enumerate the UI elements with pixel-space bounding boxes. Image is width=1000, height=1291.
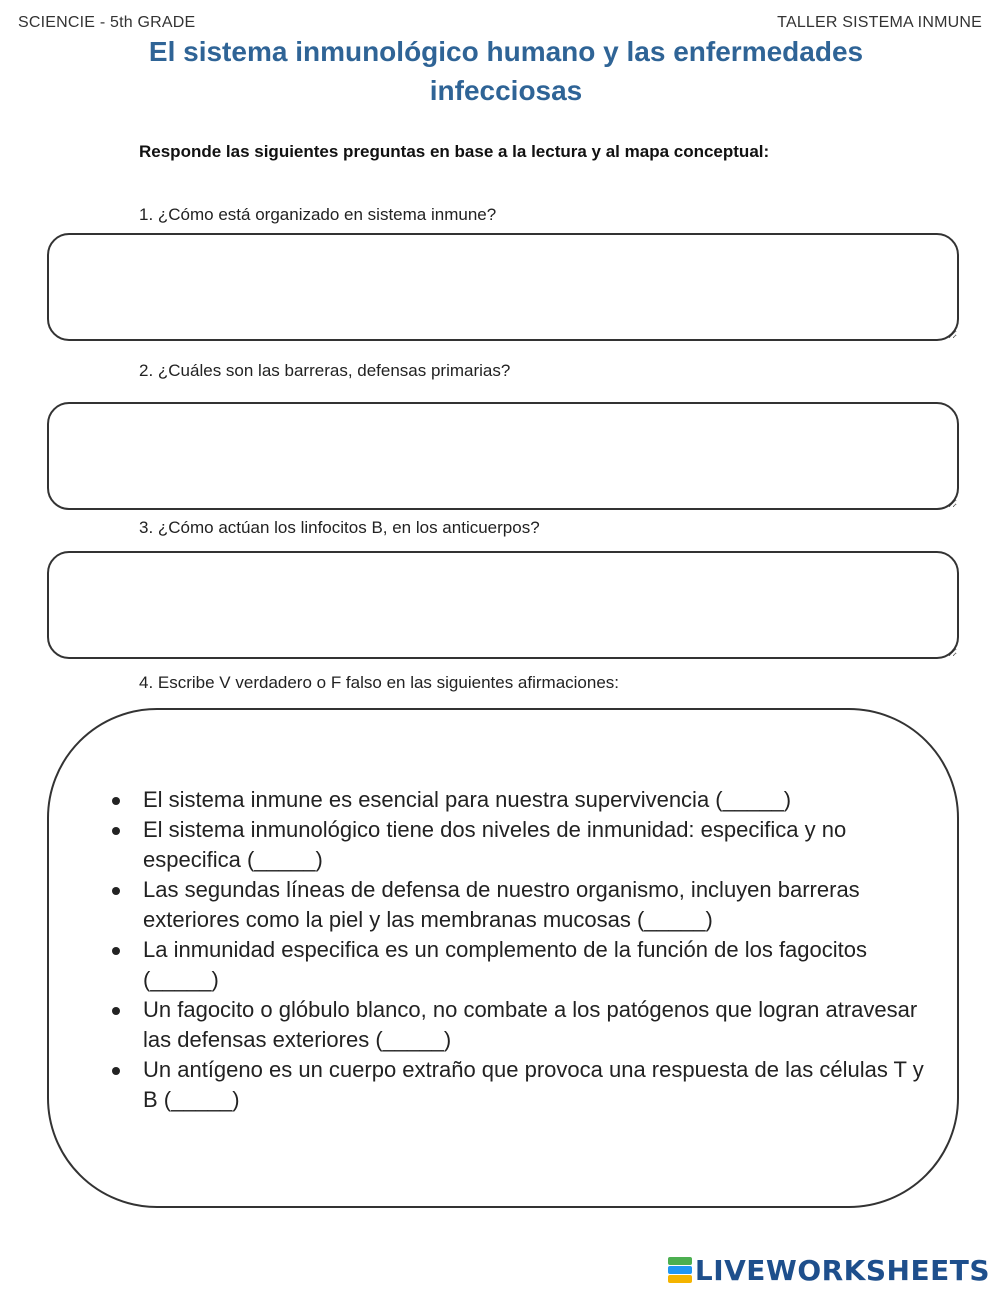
bullet-icon bbox=[112, 797, 120, 805]
question-2: 2. ¿Cuáles son las barreras, defensas primarias? bbox=[139, 361, 511, 380]
logo-mark-icon bbox=[668, 1257, 692, 1283]
statement-item bbox=[143, 815, 933, 875]
header-workshop: TALLER SISTEMA INMUNE bbox=[777, 14, 982, 31]
page-title-line-2: infecciosas bbox=[429, 75, 583, 106]
statement-text: El sistema inmune es esencial para nuestra supervivencia (_____) bbox=[143, 787, 792, 812]
statement-text: Un fagocito o glóbulo blanco, no combate a los patógenos que logran atravesar las defensas exteriores (_____) bbox=[143, 997, 918, 1052]
statement-text: La inmunidad especifica es un complemento de la función de los fagocitos (_____) bbox=[143, 937, 868, 992]
liveworksheets-logo bbox=[668, 1252, 990, 1288]
header-subject: SCIENCIE - 5th GRADE bbox=[18, 14, 196, 31]
statement-item bbox=[143, 785, 933, 815]
statement-item bbox=[143, 1055, 933, 1115]
page-title-line-1: El sistema inmunológico humano y las enfermedades bbox=[148, 36, 864, 67]
bullet-icon bbox=[112, 1067, 120, 1075]
statement-text: El sistema inmunológico tiene dos niveles de inmunidad: especifica y no especifica (_____) bbox=[143, 817, 847, 872]
statement-item bbox=[143, 875, 933, 935]
question-1: 1. ¿Cómo está organizado en sistema inmune? bbox=[139, 205, 497, 224]
bullet-icon bbox=[112, 1007, 120, 1015]
question-3: 3. ¿Cómo actúan los linfocitos B, en los anticuerpos? bbox=[139, 518, 540, 537]
statement-item bbox=[143, 935, 933, 995]
statement-text: Un antígeno es un cuerpo extraño que provoca una respuesta de las células T y B (_____) bbox=[143, 1057, 924, 1112]
answer-box-2[interactable] bbox=[47, 402, 959, 510]
logo-text: LIVEWORKSHEETS bbox=[694, 1253, 990, 1287]
statement-item bbox=[143, 995, 933, 1055]
instructions-text: Responde las siguientes preguntas en base a la lectura y al mapa conceptual: bbox=[139, 142, 770, 161]
bullet-icon bbox=[112, 947, 120, 955]
statement-text: Las segundas líneas de defensa de nuestro organismo, incluyen barreras exteriores como la piel y las membranas mucosas (_____) bbox=[143, 877, 860, 932]
page-title bbox=[100, 32, 912, 110]
bullet-icon bbox=[112, 887, 120, 895]
answer-box-1[interactable] bbox=[47, 233, 959, 341]
bullet-icon bbox=[112, 827, 120, 835]
question-4: 4. Escribe V verdadero o F falso en las siguientes afirmaciones: bbox=[139, 673, 620, 692]
statements-list bbox=[143, 785, 933, 1115]
answer-box-3[interactable] bbox=[47, 551, 959, 659]
